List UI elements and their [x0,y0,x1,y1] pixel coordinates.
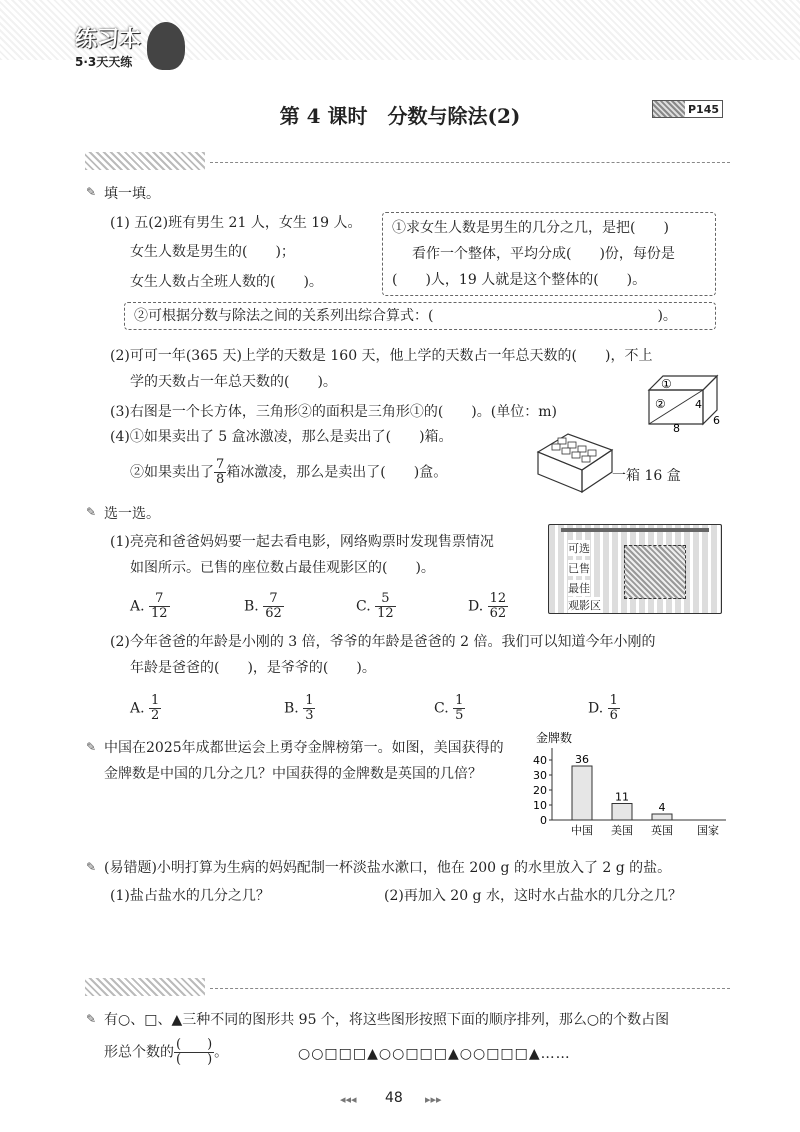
cuboid-dim-4: 4 [695,398,702,411]
y-tick-label-4: 40 [533,754,547,767]
s1-q4-line1: (4)①如果卖出了 5 盒冰激凌，那么是卖出了( )箱。 [110,429,453,445]
blank-fraction: $\frac{( )}{( )}$ [176,1037,213,1067]
s2-q1-line2: 如图所示。已售的座位数占最佳观影区的( )。 [130,560,435,576]
section-marker-1: ✎ [86,185,97,199]
seat-legend-1: 已售 [568,562,590,575]
hint1-line1: ①求女生人数是男生的几分之几，是把( ) [392,220,669,236]
s2-q1-option-c[interactable]: C. $\frac{5}{12}$ [356,591,394,621]
seat-legend-0: 可选 [568,542,590,555]
medal-bar-chart [530,730,730,840]
footer-decor-right: ▸▸▸ [425,1093,442,1106]
cuboid-dim-8: 8 [673,422,680,432]
bar-value-2: 4 [658,801,666,814]
cuboid-dim-6: 6 [713,414,720,427]
brand-text: 5·3天天练 [75,55,133,69]
s2-q1-option-a[interactable]: A. $\frac{7}{12}$ [130,591,168,621]
x-tick-label-1: 美国 [611,824,633,837]
ice-cream-box-figure [528,412,618,496]
s1-q1-stem: (1) 五(2)班有男生 21 人，女生 19 人。 [110,215,362,231]
s2-q1-option-b[interactable]: B. $\frac{7}{62}$ [244,591,282,621]
page-ref: P145 [688,102,720,116]
bar-0 [572,766,592,820]
s1-q1-line3: 女生人数占全班人数的( )。 [130,274,323,290]
mascot-icon [147,22,185,70]
s1-q1-line2: 女生人数是男生的( )； [130,244,295,260]
s5-line1: 有○、□、▲三种不同的图形共 95 个，将这些图形按照下面的顺序排列，那么○的个数占图 [104,1012,670,1028]
section-marker-5: ✎ [86,1012,97,1026]
bar-1 [612,804,632,821]
y-tick-label-2: 20 [533,784,547,797]
section-marker-4: ✎ [86,860,97,874]
s2-q2-option-d[interactable]: D. $\frac{1}{6}$ [588,693,618,723]
page-ref-badge [652,100,723,118]
hint2-text: ②可根据分数与除法之间的关系列出综合算式：( )。 [134,308,677,324]
s2-q2-line2: 年龄是爸爸的( )，是爷爷的( )。 [130,660,376,676]
box-label: 一箱 16 盒 [612,468,681,484]
bar-2 [652,814,672,820]
footer-decor-left: ◂◂◂ [340,1093,357,1106]
x-tick-label-2: 英国 [651,824,673,837]
section-banner-2 [85,978,205,996]
chart-title: 金牌数 [536,731,573,745]
section-marker-3: ✎ [86,740,97,754]
section-banner [85,152,205,170]
s1-q4-line2: ②如果卖出了 $\frac{7}{8}$ 箱冰激凌，那么是卖出了( )盒。 [130,457,448,487]
bar-value-1: 11 [615,790,629,804]
y-tick-label-3: 30 [533,769,547,782]
cuboid-label-1: ① [661,377,672,391]
s3-line1: 中国在2025年成都世运会上勇夺金牌榜第一。如图，美国获得的 [104,740,504,756]
s4-sub1: (1)盐占盐水的几分之几？ [110,888,270,904]
section-marker-2: ✎ [86,505,97,519]
s2-q2-option-a[interactable]: A. $\frac{1}{2}$ [130,693,160,723]
page-number: 48 [385,1090,403,1106]
best-viewing-area [624,545,686,599]
s4-line1: (易错题)小明打算为生病的妈妈配制一杯淡盐水漱口，他在 200 g 的水里放入了 2 g 的盐。 [104,860,672,876]
shape-sequence: ○○□□□▲○○□□□▲○○□□□▲…… [298,1046,571,1062]
x-tick-label-0: 中国 [571,824,593,837]
s1-q2-line1: (2)可可一年(365 天)上学的天数是 160 天，他上学的天数占一年总天数的( )，不上 [110,348,653,364]
page-title: 第 4 课时 分数与除法(2) [279,104,521,128]
hint1-line3: ( )人，19 人就是这个整体的( )。 [392,272,647,288]
section-divider [210,162,730,163]
cuboid-label-2: ② [655,397,666,411]
s2-q2-option-c[interactable]: C. $\frac{1}{5}$ [434,693,464,723]
y-tick-label-1: 10 [533,799,547,812]
bar-value-0: 36 [575,753,589,766]
seat-legend-3: 观影区 [568,599,601,612]
screen-bar [561,528,709,532]
s1-heading: 填一填。 [104,186,160,202]
s2-q1-option-d[interactable]: D. $\frac{12}{62}$ [468,591,507,621]
cuboid-figure [645,372,725,432]
s5-line2: 形总个数的 $\frac{( )}{( )}$ 。 [104,1037,229,1067]
s2-q1-line1: (1)亮亮和爸爸妈妈要一起去看电影，网络购票时发现售票情况 [110,534,494,550]
s2-q2-line1: (2)今年爸爸的年龄是小刚的 3 倍，爷爷的年龄是爸爸的 2 倍。我们可以知道今年小刚的 [110,634,656,650]
fraction-7-8: $\frac{7}{8}$ [216,457,225,487]
s2-q2-option-b[interactable]: B. $\frac{1}{3}$ [284,693,314,723]
s2-heading: 选一选。 [104,506,160,522]
s4-sub2: (2)再加入 20 g 水，这时水占盐水的几分之几？ [384,888,682,904]
brand-logo: 练习本 5·3天天练 [75,22,141,70]
s1-q2-line2: 学的天数占一年总天数的( )。 [130,374,337,390]
x-axis-label: 国家 [697,824,719,837]
section-divider-2 [210,988,730,989]
s1-q3: (3)右图是一个长方体，三角形②的面积是三角形①的( )。(单位：m) [110,404,557,420]
seat-legend-2: 最佳 [568,582,590,595]
y-tick-label-0: 0 [540,814,547,827]
hint1-line2: 看作一个整体，平均分成( )份，每份是 [412,246,675,262]
s3-line2: 金牌数是中国的几分之几？中国获得的金牌数是英国的几倍？ [104,766,482,782]
